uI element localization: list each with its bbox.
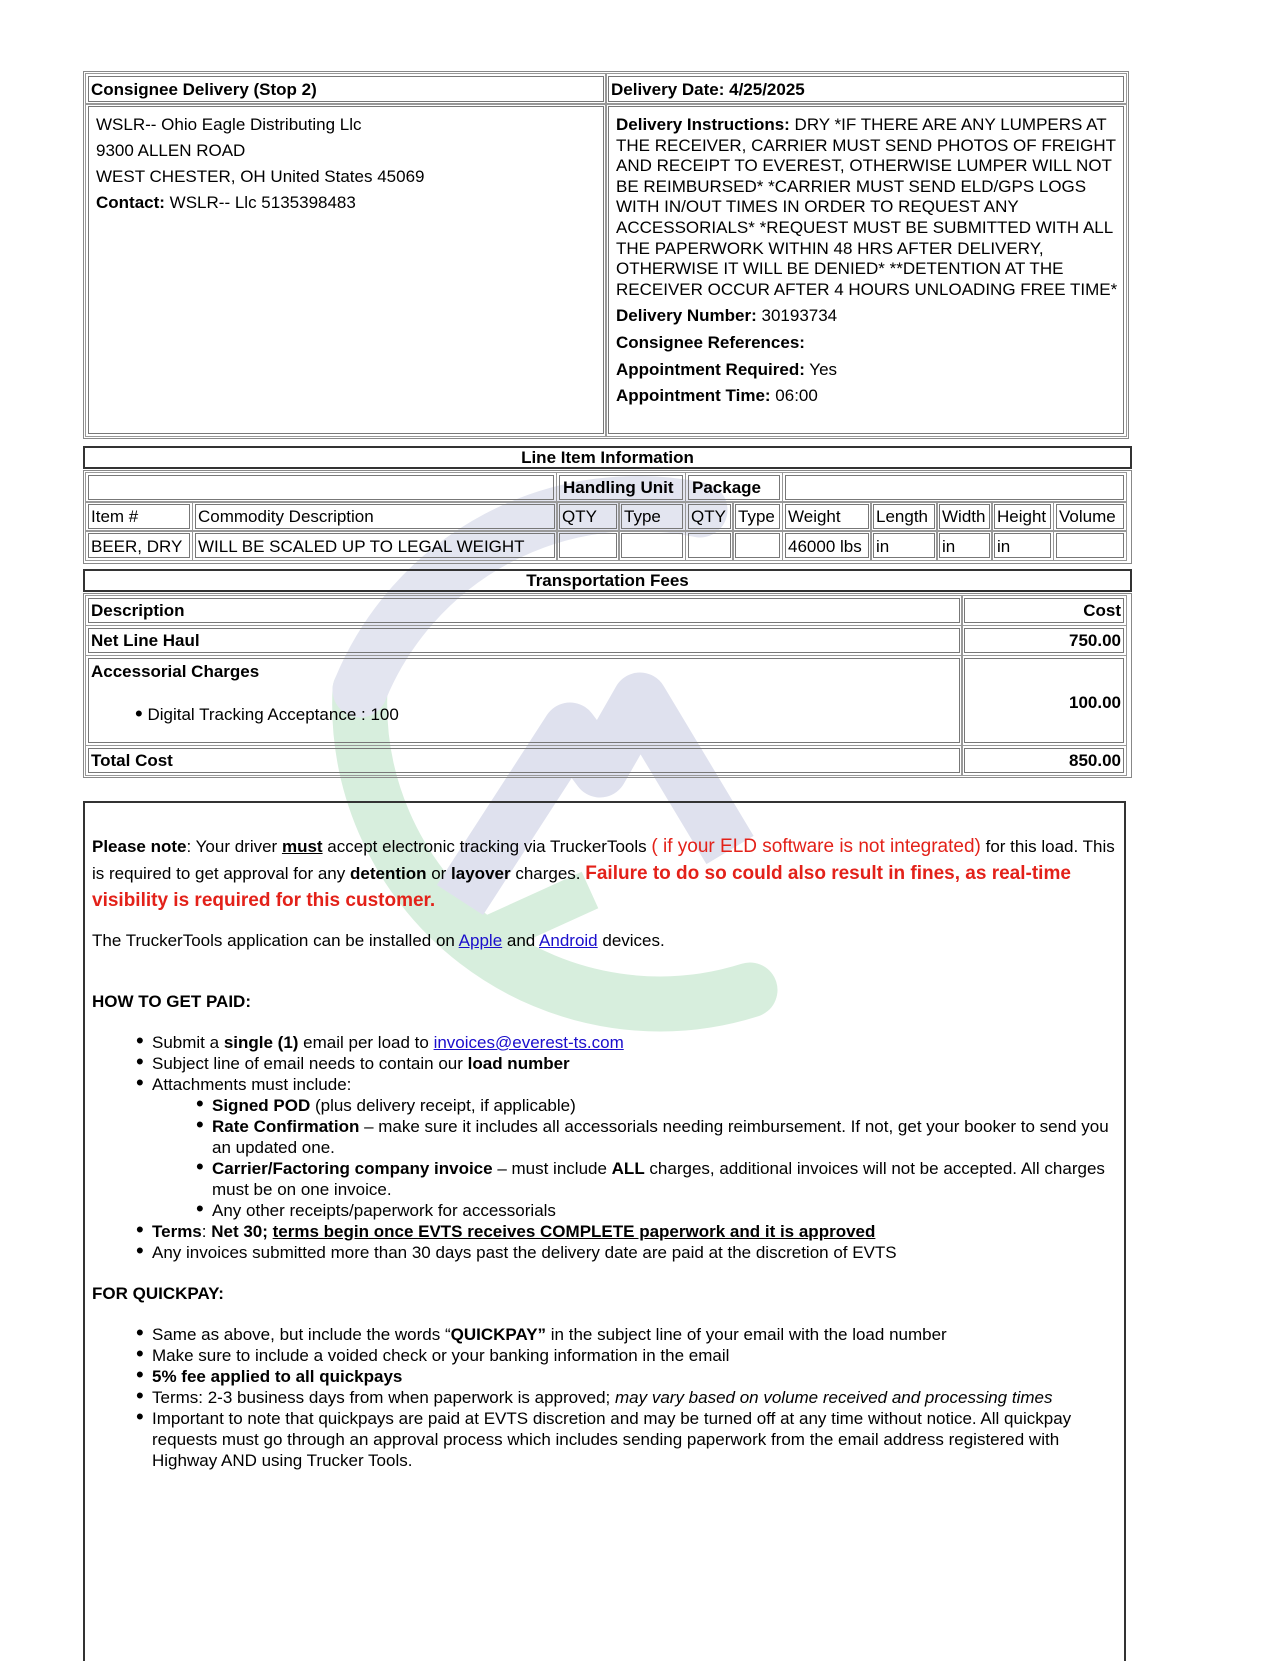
line-item-cell <box>621 533 683 558</box>
delivery-number: Delivery Number: 30193734 <box>616 306 838 326</box>
column-header-label: Commodity Description <box>198 507 374 526</box>
appointment-required: Appointment Required: Yes <box>616 359 838 379</box>
consignee-title-cell <box>88 76 604 102</box>
consignee-references: Consignee References: <box>616 332 805 352</box>
line-item-cell <box>939 533 990 558</box>
package-group: Package <box>688 475 780 500</box>
list-item: • Carrier/Factoring company invoice – must include ALL charges, additional invoices will not be accepted. All charges must be on one invoice. <box>196 1158 1117 1200</box>
line-item-cell <box>1056 533 1124 558</box>
line-item-title-bar <box>83 446 1132 469</box>
fees-title-bar <box>83 569 1132 592</box>
list-item: • Subject line of email needs to contain our load number <box>136 1053 1117 1074</box>
total-cost-cell <box>88 748 960 773</box>
delivery-date-cell <box>608 76 1124 102</box>
line-item-group-blank <box>88 475 554 500</box>
truckertools-note: The TruckerTools application can be installed on Apple and Android devices. <box>92 931 665 950</box>
line-item-col-header <box>88 504 190 529</box>
attachments-list <box>196 1095 1117 1221</box>
line-item-cell <box>195 533 555 558</box>
consignee-title: Consignee Delivery (Stop 2) <box>91 80 317 99</box>
column-header-label: Type <box>624 507 661 526</box>
accessorial-value-cell <box>964 658 1124 743</box>
quickpay-list <box>136 1324 1117 1471</box>
android-link[interactable]: Android <box>539 931 598 950</box>
delivery-instructions-cell <box>608 106 1124 434</box>
line-item-title: Line Item Information <box>521 448 694 467</box>
column-header-label: Height <box>997 507 1047 526</box>
net-line-haul-value: 750.00 <box>1069 631 1121 650</box>
cell-value: 46000 lbs <box>788 537 862 556</box>
fees-cost-header-cell <box>964 598 1124 623</box>
list-item: • Attachments must include: • Signed POD (plus delivery receipt, if applicable) • Rate Confirmation – make sure it includes all accessorials needing reimbursement. If not, get your booker to send you an updated one. • Carrier/Factoring company invoice – must include ALL charges, additional invoices will not be accepted. All charges must be on one invoice. • Any other receipts/paperwork for accessorials <box>136 1074 1117 1221</box>
list-item: • Make sure to include a voided check or your banking information in the email <box>136 1345 1117 1366</box>
line-item-col-header <box>994 504 1051 529</box>
list-item: • Same as above, but include the words “QUICKPAY” in the subject line of your email with the load number <box>136 1324 1117 1345</box>
line-item-col-header <box>785 504 869 529</box>
column-header-label: Weight <box>788 507 841 526</box>
line-item-col-header <box>559 504 617 529</box>
accessorial-label: Accessorial Charges <box>91 662 260 681</box>
list-item: • Any other receipts/paperwork for accessorials <box>196 1200 1117 1221</box>
quickpay-title: FOR QUICKPAY: <box>92 1284 224 1303</box>
accessorial-cell <box>88 658 960 743</box>
list-item: • 5% fee applied to all quickpays <box>136 1366 1117 1387</box>
how-to-get-paid-list <box>136 1032 1117 1263</box>
handling-unit-group: Handling Unit <box>559 475 683 500</box>
list-item: • Rate Confirmation – make sure it includes all accessorials needing reimbursement. If not, get your booker to send you an updated one. <box>196 1116 1117 1158</box>
total-cost-value-cell <box>964 748 1124 773</box>
fees-title: Transportation Fees <box>526 571 689 590</box>
cell-value: BEER, DRY <box>91 537 183 556</box>
line-item-col-header <box>1056 504 1124 529</box>
list-item: • Signed POD (plus delivery receipt, if applicable) <box>196 1095 1117 1116</box>
total-cost-value: 850.00 <box>1069 751 1121 770</box>
line-item-cell <box>735 533 780 558</box>
line-item-group-blank2 <box>785 475 1124 500</box>
list-item: • Submit a single (1) email per load to invoices@everest-ts.com <box>136 1032 1117 1053</box>
accessorial-item: • Digital Tracking Acceptance : 100 <box>135 701 399 726</box>
line-item-col-header <box>735 504 780 529</box>
appointment-time: Appointment Time: 06:00 <box>616 386 818 406</box>
column-header-label: Width <box>942 507 986 526</box>
fees-desc-header-cell <box>88 598 960 623</box>
column-header-label: Type <box>738 507 775 526</box>
invoices-email-link[interactable]: invoices@everest-ts.com <box>433 1033 624 1052</box>
line-item-col-header <box>873 504 935 529</box>
line-item-col-header <box>621 504 683 529</box>
column-header-label: Length <box>876 507 928 526</box>
apple-link[interactable]: Apple <box>458 931 503 950</box>
line-item-cell <box>873 533 935 558</box>
line-item-col-header <box>195 504 555 529</box>
cell-value: WILL BE SCALED UP TO LEGAL WEIGHT <box>198 537 525 556</box>
list-item: • Terms: Net 30; terms begin once EVTS receives COMPLETE paperwork and it is approved <box>136 1221 1117 1242</box>
cell-value: in <box>942 537 956 556</box>
list-item: • Any invoices submitted more than 30 days past the delivery date are paid at the discretion of EVTS <box>136 1242 1117 1263</box>
line-item-cell <box>559 533 617 558</box>
line-item-cell <box>88 533 190 558</box>
line-item-col-header <box>939 504 990 529</box>
column-header-label: Volume <box>1059 507 1116 526</box>
list-item: • Terms: 2-3 business days from when paperwork is approved; may vary based on volume received and processing times <box>136 1387 1117 1408</box>
net-line-haul-value-cell <box>964 628 1124 653</box>
consignee-address-cell <box>88 106 604 434</box>
net-line-haul-cell <box>88 628 960 653</box>
consignee-name: WSLR-- Ohio Eagle Distributing Llc <box>96 115 362 134</box>
fees-desc-header: Description <box>91 601 185 620</box>
cell-value: in <box>997 537 1011 556</box>
column-header-label: QTY <box>691 507 726 526</box>
delivery-instructions: Delivery Instructions: DRY *IF THERE ARE ANY LUMPERS AT THE RECEIVER, CARRIER MUST SEND PHOTOS OF FREIGHT AND RECEIPT TO EVEREST, OTHERWISE LUMPER WILL NOT BE REIMBURSED* *CARRIER MUST SEND ELD/GPS LOGS WITH IN/OUT TIMES IN ORDER TO REQUEST ANY ACCESSORIALS* *REQUEST MUST BE SUBMITTED WITH ALL THE PAPERWORK WITHIN 48 HRS AFTER DELIVERY, OTHERWISE IT WILL BE DENIED* **DETENTION AT THE RECEIVER OCCUR AFTER 4 HOURS UNLOADING FREE TIME* <box>616 115 1118 299</box>
how-to-get-paid-title: HOW TO GET PAID: <box>92 992 251 1011</box>
consignee-address1: 9300 ALLEN ROAD <box>96 141 246 160</box>
notes-content <box>92 833 1117 1471</box>
delivery-date: Delivery Date: 4/25/2025 <box>611 80 805 99</box>
column-header-label: Item # <box>91 507 139 526</box>
fees-cost-header: Cost <box>1083 601 1121 620</box>
cell-value: in <box>876 537 890 556</box>
tracking-note: Please note: Your driver must accept electronic tracking via TruckerTools ( if your ELD software is not integrated) for this load. This is required to get approval for any detention or layover charges. Failure to do so could also result in fines, as real-time visibility is required for this customer. <box>92 836 1115 911</box>
consignee-contact: Contact: WSLR-- Llc 5135398483 <box>96 193 356 212</box>
accessorial-value: 100.00 <box>1069 693 1121 712</box>
line-item-cell <box>994 533 1051 558</box>
list-item: • Important to note that quickpays are paid at EVTS discretion and may be turned off at any time without notice. All quickpay requests must go through an approval process which includes sending paperwork from the email address registered with Highway AND using Trucker Tools. <box>136 1408 1117 1471</box>
column-header-label: QTY <box>562 507 597 526</box>
line-item-cell <box>688 533 731 558</box>
consignee-address2: WEST CHESTER, OH United States 45069 <box>96 167 425 186</box>
net-line-haul-label: Net Line Haul <box>91 631 200 650</box>
total-cost-label: Total Cost <box>91 751 173 770</box>
line-item-col-header <box>688 504 731 529</box>
line-item-cell <box>785 533 869 558</box>
